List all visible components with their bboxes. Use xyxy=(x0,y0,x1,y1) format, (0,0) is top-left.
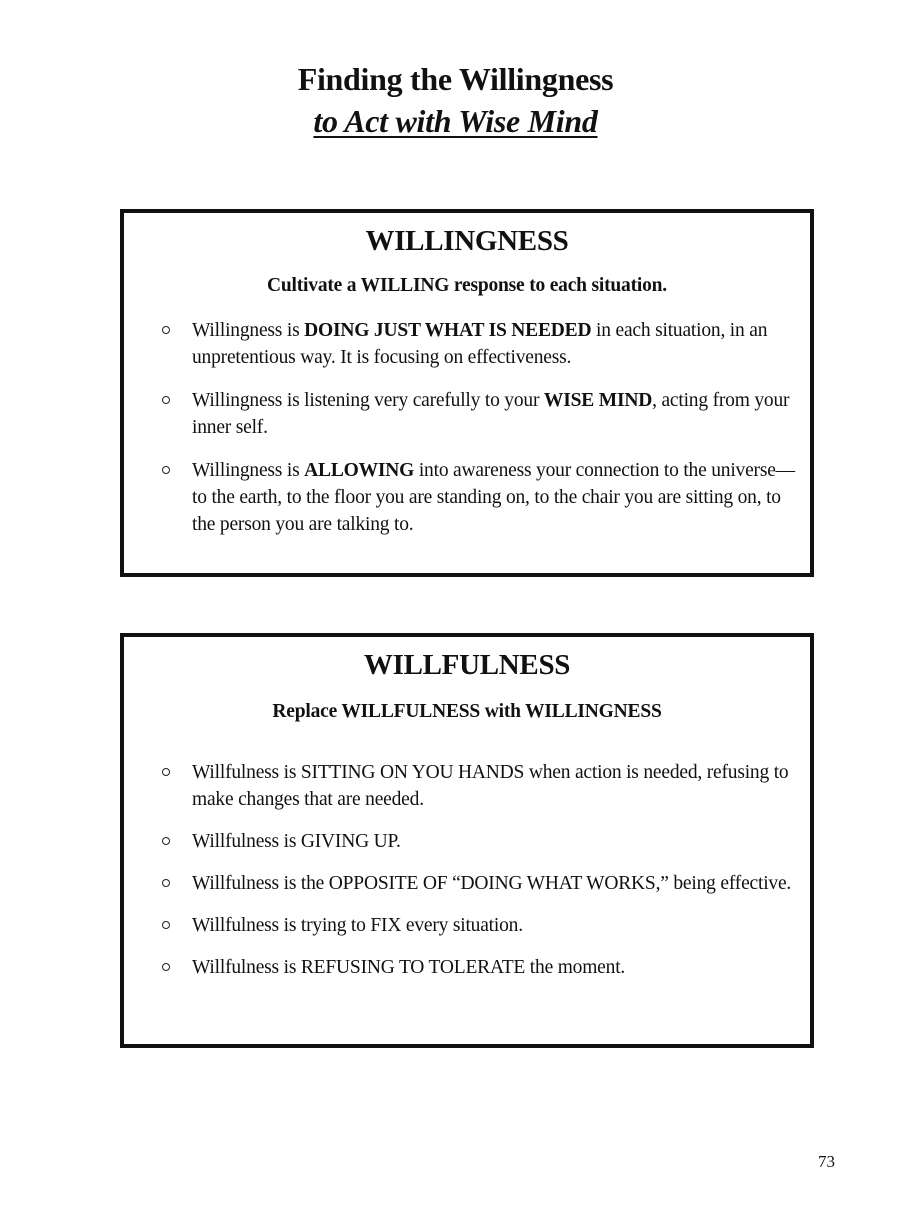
list-item: Willfulness is REFUSING TO TOLERATE the moment. xyxy=(162,954,796,981)
page-title xyxy=(0,58,911,142)
willfulness-subheading: Replace WILLFULNESS with WILLINGNESS xyxy=(272,701,662,722)
page-number: 73 xyxy=(818,1152,835,1171)
hollow-circle-bullet-icon xyxy=(162,879,170,887)
willfulness-box xyxy=(120,633,814,1048)
title-main: Finding the Willingness xyxy=(297,61,614,97)
hollow-circle-bullet-icon xyxy=(162,963,170,971)
hollow-circle-bullet-icon xyxy=(162,326,170,334)
list-item: Willingness is ALLOWING into awareness your connection to the universe—to the earth, to the floor you are standing on, to the chair you are sitting on, to the person you are talking to. xyxy=(162,457,796,538)
list-item: Willingness is DOING JUST WHAT IS NEEDED in each situation, in an unpretentious way. It is focusing on effectiveness. xyxy=(162,317,796,371)
willingness-list xyxy=(162,317,796,554)
willfulness-list xyxy=(162,759,796,996)
hollow-circle-bullet-icon xyxy=(162,921,170,929)
hollow-circle-bullet-icon xyxy=(162,396,170,404)
list-item: Willingness is listening very carefully to your WISE MIND, acting from your inner self. xyxy=(162,387,796,441)
list-item: Willfulness is GIVING UP. xyxy=(162,828,796,855)
hollow-circle-bullet-icon xyxy=(162,466,170,474)
willingness-subheading: Cultivate a WILLING response to each situation. xyxy=(267,275,667,296)
list-item: Willfulness is SITTING ON YOU HANDS when action is needed, refusing to make changes that are needed. xyxy=(162,759,796,813)
willingness-box xyxy=(120,209,814,577)
hollow-circle-bullet-icon xyxy=(162,768,170,776)
title-subtitle: to Act with Wise Mind xyxy=(313,103,598,139)
willfulness-heading: WILLFULNESS xyxy=(363,649,571,681)
list-item: Willfulness is trying to FIX every situation. xyxy=(162,912,796,939)
list-item: Willfulness is the OPPOSITE OF “DOING WHAT WORKS,” being effective. xyxy=(162,870,796,897)
willingness-heading: WILLINGNESS xyxy=(365,225,569,257)
hollow-circle-bullet-icon xyxy=(162,837,170,845)
